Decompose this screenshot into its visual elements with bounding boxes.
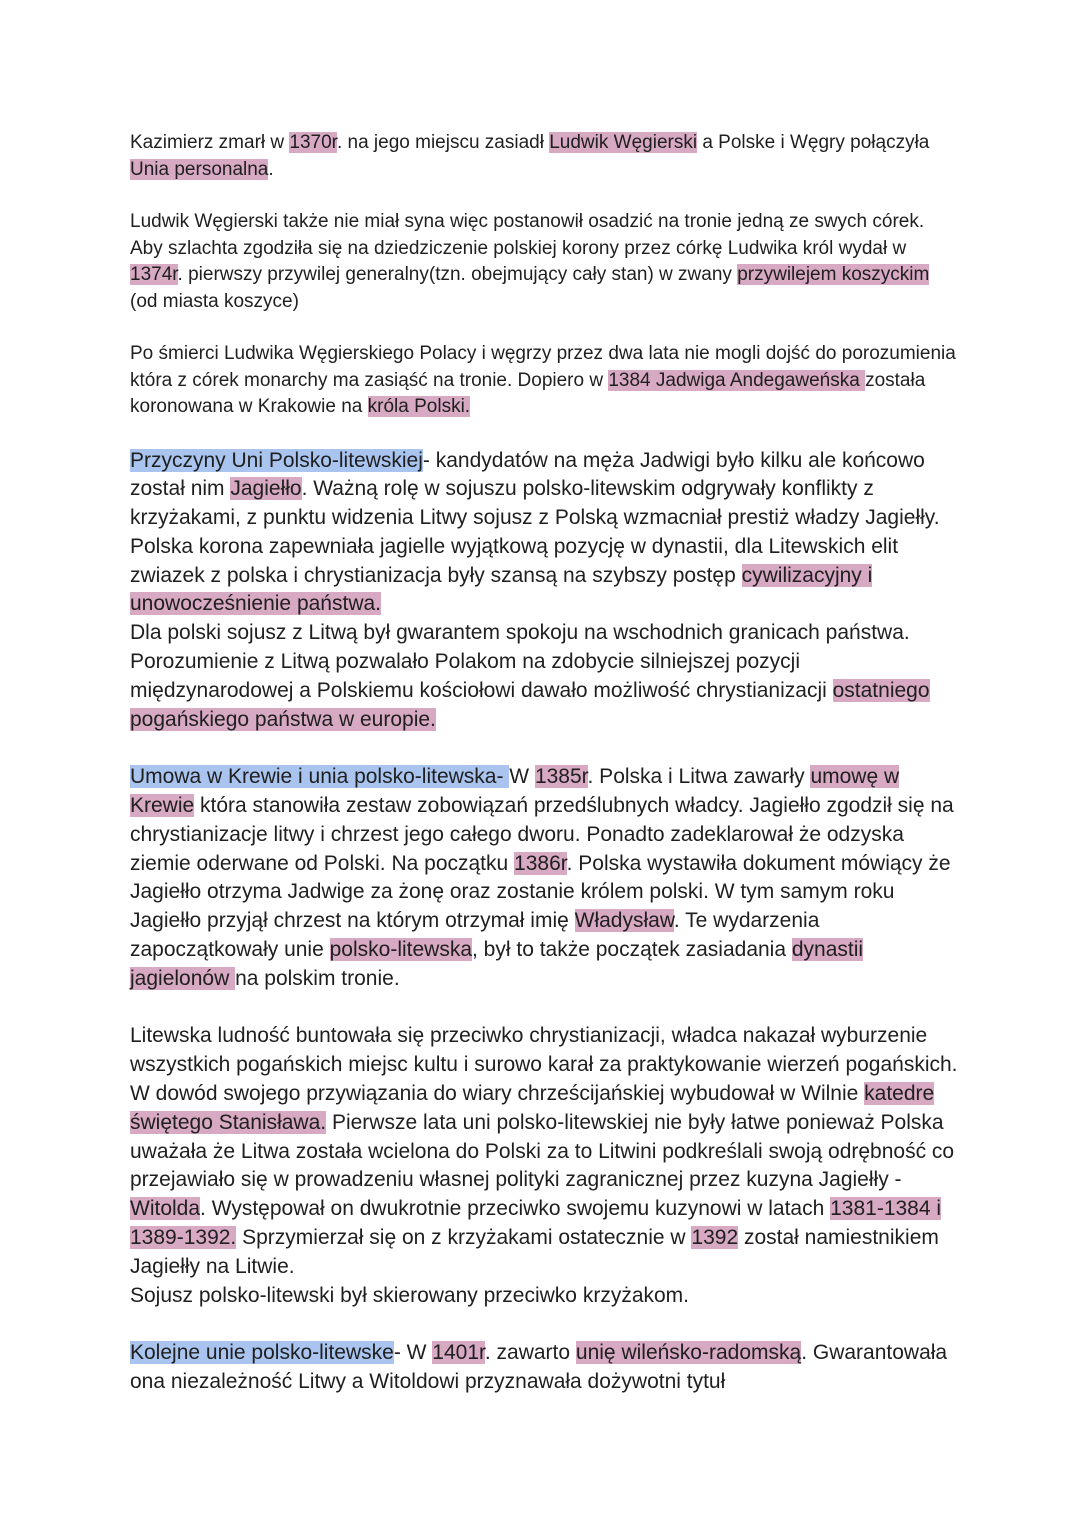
text-segment: a Polske i Węgry połączyła xyxy=(697,132,930,153)
highlighted-term: Unia personalna xyxy=(130,158,269,180)
paragraph-4 xyxy=(130,447,960,620)
text-segment: - W xyxy=(393,1341,433,1365)
text-segment: Sojusz polsko-litewski był skierowany przeciwko krzyżakom. xyxy=(130,1283,690,1307)
highlighted-term: Witolda xyxy=(130,1197,201,1221)
highlighted-term: katedre świętego Stanisława. xyxy=(130,1082,935,1134)
highlighted-term: przywilejem koszyckim xyxy=(737,264,930,285)
text-segment: . Ważną rolę w sojuszu polsko-litewskim odgrywały konflikty z krzyżakami, z punktu widzenia Litwy sojusz z Polską wzmacniał prestiż władzy Jagiełły. Polska korona zapewniała jagielle wyjątkową pozycję w dynastii, dla Litewskich elit zwiazek z polska i chrystianizacja były szansą na szybszy postęp xyxy=(130,477,940,587)
section-heading: Kolejne unie polsko-litewske xyxy=(130,1341,394,1365)
highlighted-term: Władysław xyxy=(574,909,674,933)
text-segment: - kandydatów na męża Jadwigi było kilku ale końcowo został nim xyxy=(130,448,925,501)
text-segment: . Polska i Litwa zawarły xyxy=(587,765,811,789)
document-body xyxy=(130,130,960,1397)
text-segment: . pierwszy przywilej generalny(tzn. obejmujący cały stan) w zwany xyxy=(177,264,738,285)
paragraph-3 xyxy=(130,341,960,421)
paragraph-2 xyxy=(130,209,960,315)
highlighted-term: króla Polski. xyxy=(367,396,471,417)
text-segment: Litewska ludność buntowała się przeciwko chrystianizacji, władca nakazał wyburzenie wszystkich pogańskich miejsc kultu i surowo karał za praktykowanie wierzeń pogańskich. W dowód swojego przywiązania do wiary chrześcijańskiej wybudował w Wilnie xyxy=(130,1024,958,1106)
text-segment: Pierwsze lata uni polsko-litewskiej nie były łatwe ponieważ Polska uważała że Litwa została wcielona do Polski za to Litwini podkreślali swoją odrębność co przejawiało się w prowadzeniu własnej polityki zagranicznej przez kuzyna Jagiełły - xyxy=(130,1110,955,1192)
highlighted-term: dynastii jagielonów xyxy=(130,938,864,990)
highlighted-term: Ludwik Węgierski xyxy=(549,132,698,153)
text-segment: . zawarto xyxy=(484,1341,576,1365)
text-segment: W xyxy=(509,765,535,789)
text-segment: . Polska wystawiła dokument mówiący że Jagiełło otrzyma Jadwige za żonę oraz zostanie królem polski. W tym samym roku Jagiełło przyjął chrzest na którym otrzymał imię xyxy=(130,851,951,933)
text-segment: Sprzymierzał się on z krzyżakami ostatecznie w xyxy=(236,1226,692,1250)
text-segment: na polskim tronie. xyxy=(235,966,400,990)
section-heading: Umowa w Krewie i unia polsko-litewska- xyxy=(130,765,510,789)
text-segment: Ludwik Węgierski także nie miał syna więc postanowił osadzić na tronie jedną ze swych córek. Aby szlachta zgodziła się na dziedziczenie polskiej korony przez córkę Ludwika król wydał w xyxy=(130,211,925,259)
paragraph-5 xyxy=(130,619,960,734)
text-segment: . xyxy=(268,158,274,180)
paragraph-7 xyxy=(130,1022,960,1281)
highlighted-term: ostatniego pogańskiego państwa w europie. xyxy=(130,678,930,731)
text-segment: . Gwarantowała ona niezależność Litwy a Witoldowi przyznawała dożywotni tytuł xyxy=(130,1341,948,1393)
text-segment: Po śmierci Ludwika Węgierskiego Polacy i węgrzy przez dwa lata nie mogli dojść do porozumienia która z córek monarchy ma zasiąść na tronie. Dopiero w xyxy=(130,343,956,391)
section-heading: Przyczyny Uni Polsko-litewskiej xyxy=(130,448,423,472)
paragraph-1 xyxy=(130,130,960,183)
text-segment: (od miasta koszyce) xyxy=(130,290,299,312)
text-segment: został namiestnikiem Jagiełły na Litwie. xyxy=(130,1226,939,1278)
paragraph-8 xyxy=(130,1282,960,1311)
highlighted-term: umowę w Krewie xyxy=(130,765,900,818)
text-segment: . Te wydarzenia zapoczątkowały unie xyxy=(130,909,820,962)
text-segment: Dla polski sojusz z Litwą był gwarantem spokoju na wschodnich granicach państwa. Porozumienie z Litwą pozwalało Polakom na zdobycie silniejszej pozycji międzynarodowej a Polskiemu kościołowi dawało możliwość chrystianizacji xyxy=(130,621,910,702)
highlighted-term: cywilizacyjny i unowocześnienie państwa. xyxy=(130,563,873,616)
highlighted-term: unię wileńsko-radomską xyxy=(575,1341,802,1365)
paragraph-6 xyxy=(130,763,960,993)
highlighted-date: 1386r xyxy=(514,851,567,875)
highlighted-date: 1370r xyxy=(289,132,337,153)
text-segment: została koronowana w Krakowie na xyxy=(130,369,926,417)
text-segment: , był to także początek zasiadania xyxy=(472,938,792,962)
highlighted-date: 1385r xyxy=(534,765,588,789)
text-segment: która stanowiła zestaw zobowiązań przedślubnych władcy. Jagiełło zgodził się na chrystianizacje litwy i chrzest jego całego dworu. Ponadto zadeklarował że odzyska ziemie oderwane od Polski. Na początku xyxy=(130,794,954,875)
highlighted-term: polsko-litewska xyxy=(329,938,473,962)
highlighted-date: 1392 xyxy=(691,1226,739,1250)
text-segment: . na jego miejscu zasiadł xyxy=(336,132,550,153)
text-segment: Kazimierz zmarł w xyxy=(130,132,290,153)
highlighted-date: 1381-1384 i 1389-1392. xyxy=(130,1197,942,1250)
text-segment: . Występował on dwukrotnie przeciwko swojemu kuzynowi w latach xyxy=(200,1197,831,1221)
highlighted-term: Jagiełło xyxy=(230,477,302,501)
paragraph-9 xyxy=(130,1339,960,1397)
highlighted-date: 1374r xyxy=(130,264,178,285)
highlighted-date: 1401r xyxy=(432,1341,485,1365)
highlighted-term: 1384 Jadwiga Andegaweńska xyxy=(608,369,866,391)
